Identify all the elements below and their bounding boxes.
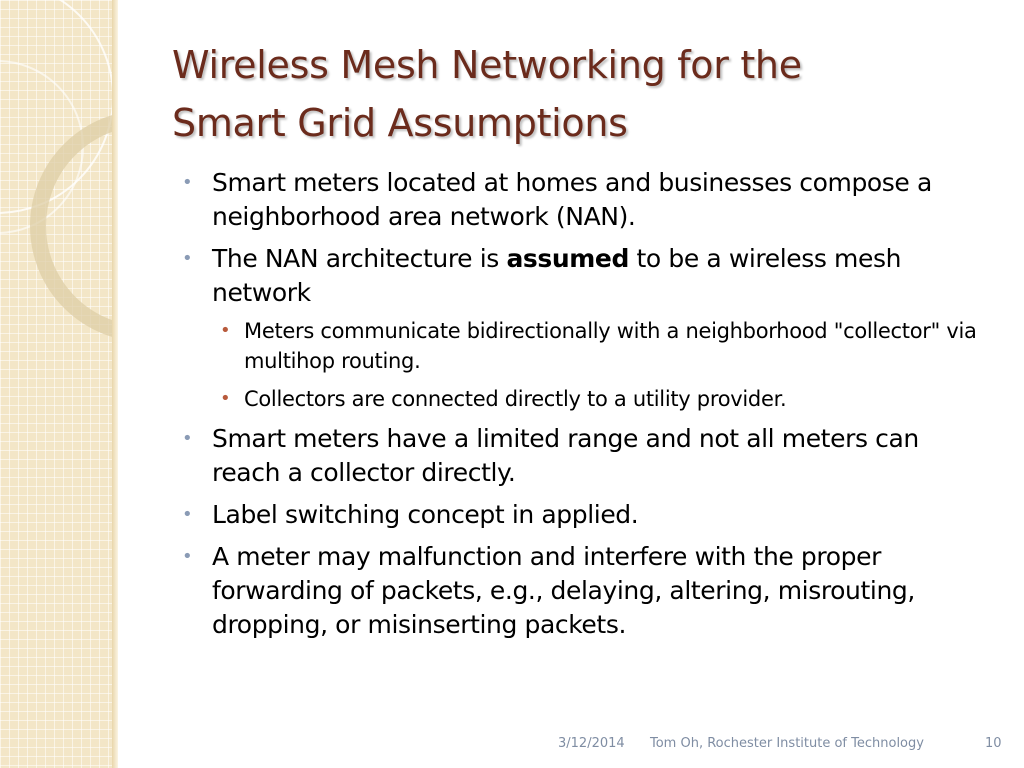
footer-date: 3/12/2014 bbox=[558, 736, 625, 751]
sub-bullet-text: Meters communicate bidirectionally with a neighborhood "collector" via multihop routing. bbox=[244, 319, 977, 373]
bullet-item bbox=[182, 166, 992, 234]
slide-title-line-2: Smart Grid Assumptions bbox=[172, 101, 628, 145]
sub-bullet-text: Collectors are connected directly to a utility provider. bbox=[244, 387, 787, 411]
bullet-text-post: to be a wireless mesh network bbox=[212, 244, 902, 307]
slide-footer bbox=[0, 736, 1024, 758]
footer-author: Tom Oh, Rochester Institute of Technology bbox=[650, 736, 924, 751]
sub-bullet-item bbox=[212, 384, 992, 414]
decorative-side-panel bbox=[0, 0, 112, 768]
slide-title-line-1: Wireless Mesh Networking for the bbox=[172, 43, 802, 87]
bullet-text: Smart meters located at homes and businesses compose a neighborhood area network (NAN). bbox=[212, 168, 932, 231]
bullet-icon: • bbox=[182, 428, 193, 449]
bullet-text: A meter may malfunction and interfere with the proper forwarding of packets, e.g., delaying, altering, misrouting, dropping, or misinserting packets. bbox=[212, 542, 915, 639]
sub-bullet-list bbox=[212, 316, 992, 414]
bullet-text-pre: The NAN architecture is bbox=[212, 244, 507, 273]
bullet-icon: • bbox=[182, 248, 193, 269]
bullet-item bbox=[182, 540, 992, 642]
bullet-icon: • bbox=[182, 172, 193, 193]
bullet-list bbox=[182, 166, 992, 650]
bullet-item bbox=[182, 422, 992, 490]
bullet-icon: • bbox=[182, 504, 193, 525]
sub-bullet-icon: • bbox=[220, 320, 231, 341]
bullet-item bbox=[182, 498, 992, 532]
sub-bullet-icon: • bbox=[220, 388, 231, 409]
bullet-text: Label switching concept in applied. bbox=[212, 500, 639, 529]
bullet-text: Smart meters have a limited range and not all meters can reach a collector directly. bbox=[212, 424, 919, 487]
side-panel-edge bbox=[112, 0, 118, 768]
bullet-icon: • bbox=[182, 546, 193, 567]
bullet-text-bold: assumed bbox=[506, 244, 629, 273]
sub-bullet-item bbox=[212, 316, 992, 376]
bullet-item bbox=[182, 242, 992, 414]
page-number: 10 bbox=[985, 736, 1002, 751]
slide-title bbox=[172, 36, 992, 152]
